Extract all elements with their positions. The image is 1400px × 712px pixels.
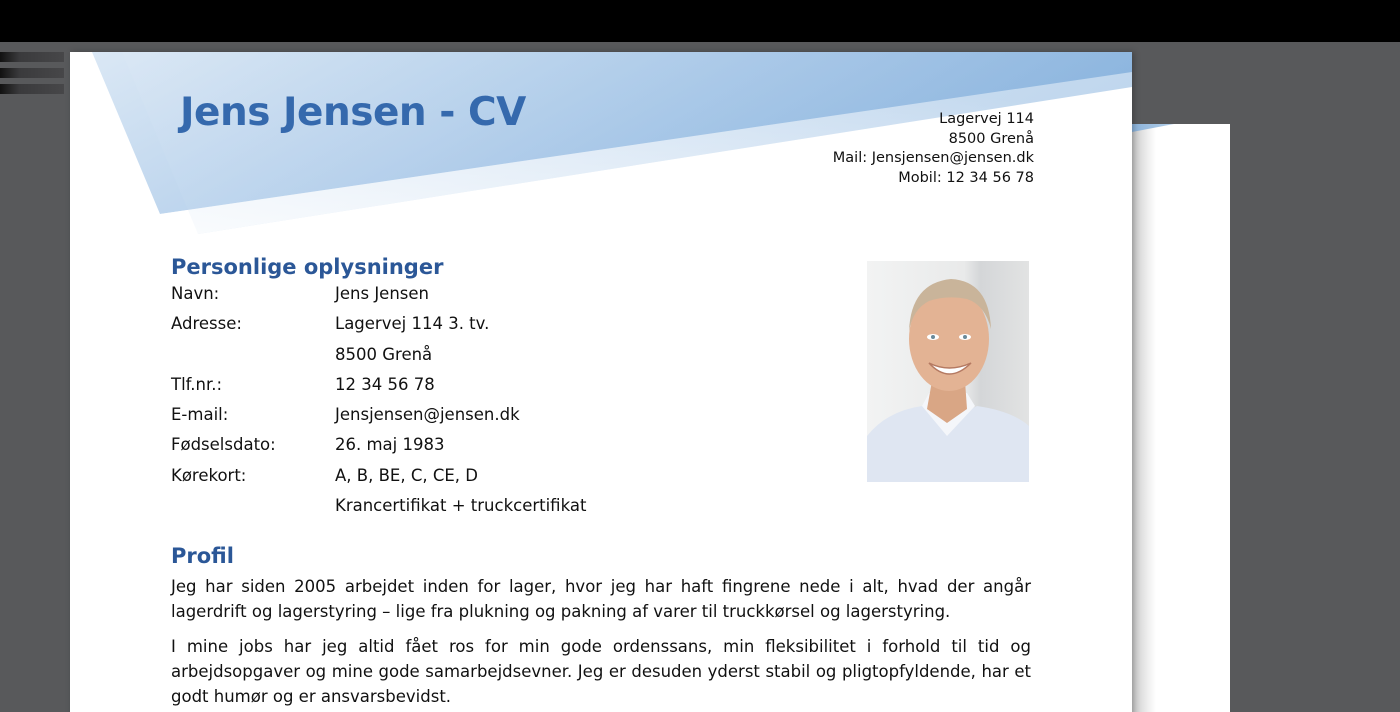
info-value: Jensjensen@jensen.dk [335,405,520,425]
info-value: A, B, BE, C, CE, D [335,465,478,485]
profile-text [171,574,1031,712]
document-title: Jens Jensen - CV [180,90,526,135]
portrait-illustration [867,261,1029,482]
info-value: 8500 Grenå [335,344,433,364]
personal-info-heading: Personlige oplysninger [171,255,444,279]
info-value: 12 34 56 78 [335,374,435,394]
previous-page-edge [0,52,64,102]
profile-paragraph: I mine jobs har jeg altid fået ros for min gode ordenssans, min fleksibilitet i forhold til tid og arbejdsopgaver og mine gode samarbejdsevner. Jeg er desuden yderst stabil og pligtopfyldende, har et godt humør og er ansvarsbevidst. [171,637,1031,706]
info-row-name [171,284,586,314]
top-black-bar [0,0,1400,42]
next-page-banner-sliver [1132,124,1174,132]
info-value: Lagervej 114 3. tv. [335,314,490,334]
info-row-birthdate [171,435,586,465]
info-label: Fødselsdato: [171,435,276,455]
profile-heading: Profil [171,544,234,568]
info-row-license [171,466,586,496]
portrait-photo [867,261,1029,482]
info-label: Navn: [171,284,220,303]
info-row-address [171,314,586,344]
header-contact-block [833,110,1034,188]
info-label: Kørekort: [171,465,247,485]
personal-info-table [171,284,586,526]
info-label: Tlf.nr.: [171,374,223,394]
next-page-preview[interactable] [1132,124,1230,712]
info-value: 26. maj 1983 [335,435,445,455]
info-row-phone [171,375,586,405]
contact-mobile: Mobil: 12 34 56 78 [898,169,1034,186]
info-value: Jens Jensen [335,284,429,303]
profile-paragraph: Jeg har siden 2005 arbejdet inden for lager, hvor jeg har haft fingrene nede i alt, hvad der angår lagerdrift og lagerstyring – lige fra plukning og pakning af varer til truckkørsel og lagerstyring. [171,577,1031,621]
info-label: Adresse: [171,314,242,334]
info-row-address-city [171,345,586,375]
contact-city: 8500 Grenå [948,130,1034,147]
contact-mail: Mail: Jensjensen@jensen.dk [832,150,1034,166]
info-row-email [171,405,586,435]
info-value: Krancertifikat + truckcertifikat [335,496,587,516]
info-label: E-mail: [171,405,229,425]
info-row-certificates [171,496,586,526]
cv-page [70,52,1132,712]
contact-street: Lagervej 114 [939,111,1034,127]
